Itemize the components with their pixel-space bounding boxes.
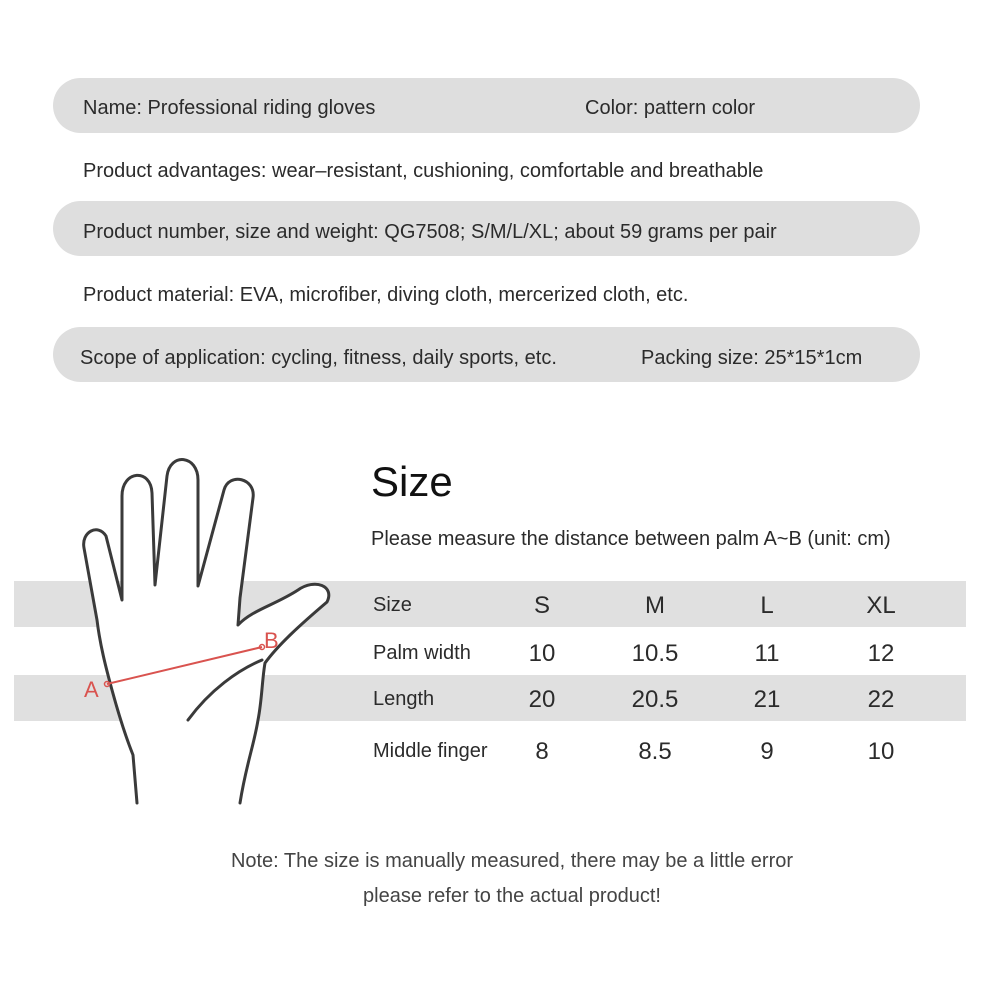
size-title: Size (371, 458, 453, 505)
table-cell: 11 (754, 640, 780, 667)
table-header-s: S (533, 592, 550, 619)
table-cell: 20.5 (631, 686, 679, 713)
note-line-2: please refer to the actual product! (363, 885, 661, 907)
table-cell: 8.5 (638, 738, 672, 765)
hand-diagram (0, 440, 360, 820)
label-a: A (84, 677, 99, 702)
table-row-label: Palm width (373, 642, 471, 664)
table-cell: 9 (760, 738, 774, 765)
table-row-label: Middle finger (373, 740, 488, 762)
spec-color: Color: pattern color (585, 97, 756, 119)
table-cell: 8 (535, 738, 549, 765)
size-subtitle: Please measure the distance between palm A~B (unit: cm) (371, 528, 891, 550)
spec-name: Name: Professional riding gloves (83, 97, 376, 119)
table-header-l: L (760, 592, 774, 619)
table-cell: 10 (867, 738, 895, 765)
note-line-1: Note: The size is manually measured, there may be a little error (230, 850, 794, 872)
spec-packing: Packing size: 25*15*1cm (641, 347, 863, 369)
table-cell: 10.5 (631, 640, 679, 667)
table-cell: 10 (528, 640, 556, 667)
hand-outline (84, 460, 329, 803)
table-cell: 12 (867, 640, 895, 667)
spec-scope: Scope of application: cycling, fitness, daily sports, etc. (80, 347, 557, 369)
table-header-label: Size (373, 594, 412, 616)
table-row-label: Length (373, 688, 435, 710)
table-header-m: M (645, 592, 665, 619)
table-header-xl: XL (866, 592, 896, 619)
spec-number-size-weight: Product number, size and weight: QG7508; S/M/L/XL; about 59 grams per pair (83, 221, 777, 243)
table-cell: 20 (528, 686, 556, 713)
spec-advantages: Product advantages: wear–resistant, cushioning, comfortable and breathable (83, 160, 764, 182)
table-cell: 22 (867, 686, 895, 713)
table-cell: 21 (753, 686, 781, 713)
label-b: B (264, 628, 279, 653)
spec-material: Product material: EVA, microfiber, diving cloth, mercerized cloth, etc. (83, 284, 689, 306)
